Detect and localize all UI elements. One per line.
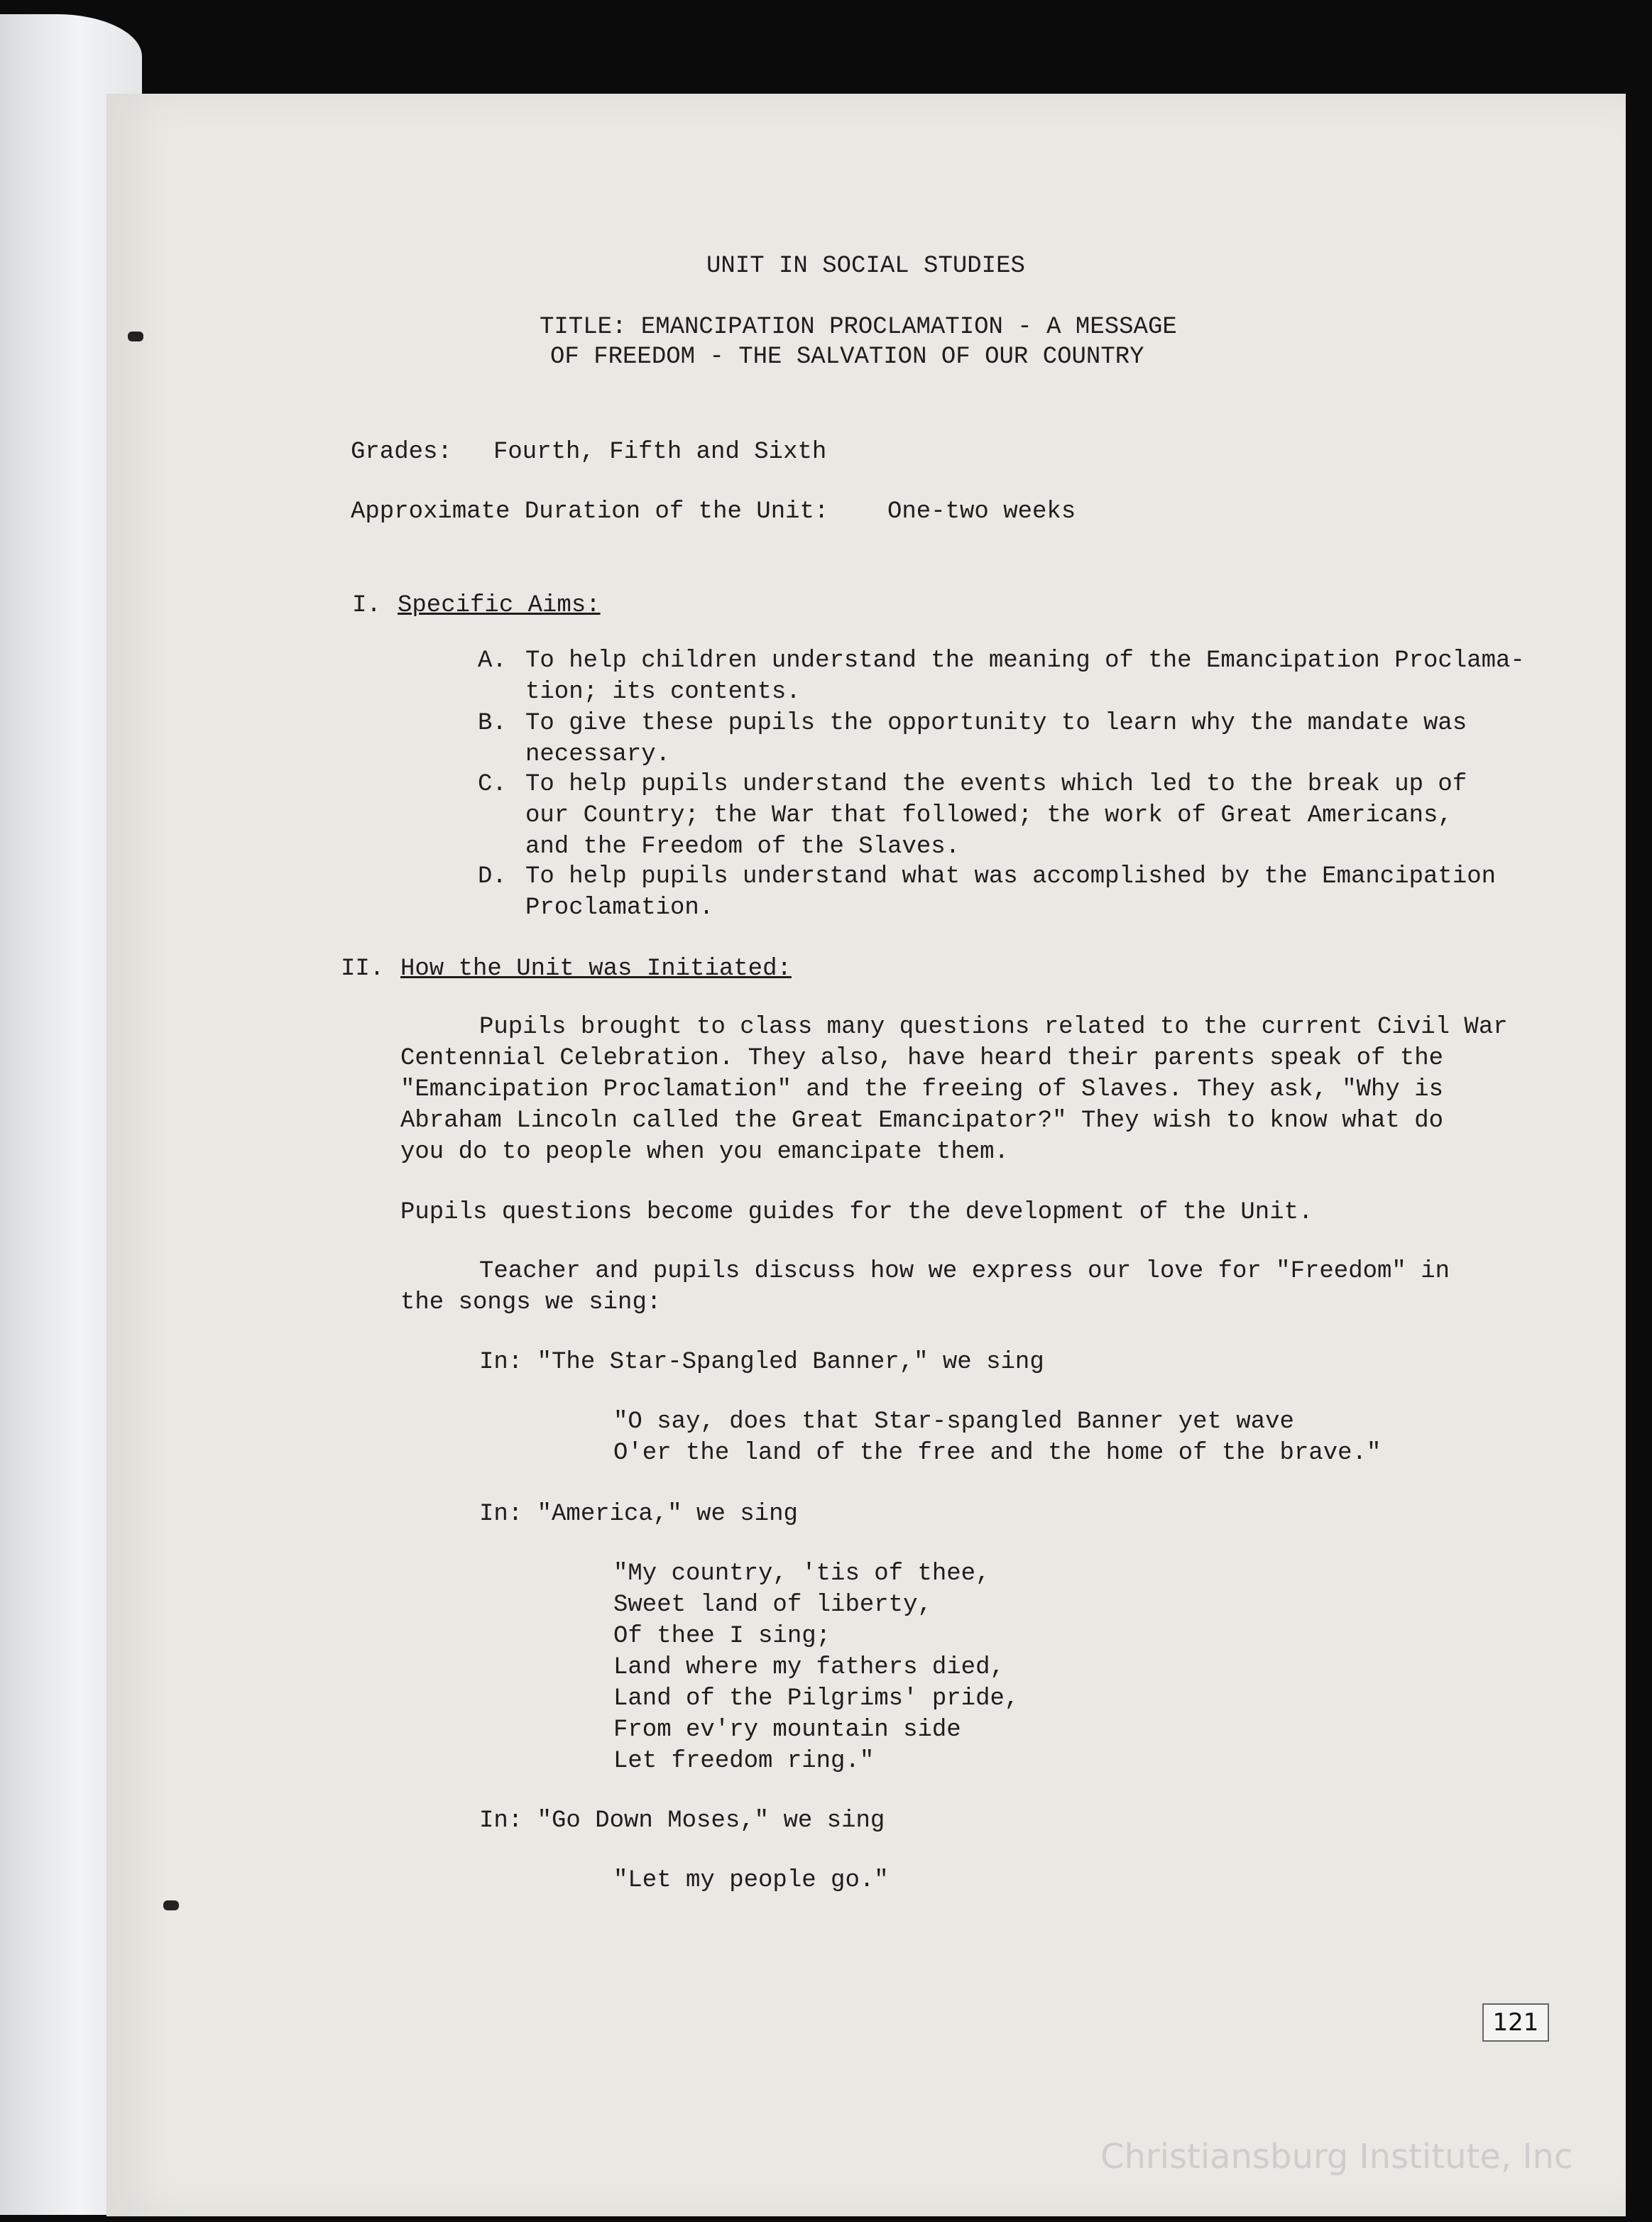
section-2-number: II. bbox=[341, 956, 385, 983]
binding-hole bbox=[163, 1900, 179, 1910]
aim-a-line-2: tion; its contents. bbox=[525, 679, 801, 706]
song-2-lyric: Land of the Pilgrims' pride, bbox=[613, 1685, 1019, 1712]
grades-label: Grades: bbox=[351, 439, 452, 466]
song-3-lyric: "Let my people go." bbox=[613, 1867, 889, 1894]
aim-b-line-2: necessary. bbox=[525, 741, 671, 768]
title-line-1: TITLE: EMANCIPATION PROCLAMATION - A MESSAGE bbox=[540, 314, 1177, 341]
binding-hole bbox=[128, 332, 143, 341]
song-1-lyric: "O say, does that Star-spangled Banner yet wave bbox=[613, 1408, 1294, 1435]
aim-c-line-1: To help pupils understand the events which led to the break up of bbox=[525, 771, 1467, 798]
song-3-intro: In: "Go Down Moses," we sing bbox=[479, 1807, 885, 1834]
para2: Pupils questions become guides for the development of the Unit. bbox=[400, 1199, 1313, 1226]
song-2-lyric: Of thee I sing; bbox=[613, 1623, 831, 1650]
aim-b-line-1: To give these pupils the opportunity to learn why the mandate was bbox=[525, 710, 1467, 737]
song-1-lyric: O'er the land of the free and the home of the brave." bbox=[613, 1440, 1382, 1467]
para3-line-2: the songs we sing: bbox=[400, 1289, 662, 1316]
para1-line-5: you do to people when you emancipate them. bbox=[400, 1139, 1009, 1166]
section-1-heading: Specific Aims: bbox=[398, 592, 601, 619]
watermark: Christiansburg Institute, Inc bbox=[1100, 2137, 1573, 2177]
page-number: 121 bbox=[1482, 2003, 1549, 2042]
grades-value: Fourth, Fifth and Sixth bbox=[493, 439, 827, 466]
aim-c-line-2: our Country; the War that followed; the work of Great Americans, bbox=[525, 802, 1453, 829]
song-2-lyric: Let freedom ring." bbox=[613, 1748, 875, 1775]
section-2-heading: How the Unit was Initiated: bbox=[400, 956, 792, 983]
song-2-intro: In: "America," we sing bbox=[479, 1501, 798, 1528]
unit-heading: UNIT IN SOCIAL STUDIES bbox=[706, 253, 1025, 280]
aim-a-letter: A. bbox=[478, 647, 507, 674]
duration-label: Approximate Duration of the Unit: bbox=[351, 498, 829, 525]
aim-a-line-1: To help children understand the meaning of the Emancipation Proclama- bbox=[525, 647, 1525, 674]
aim-d-letter: D. bbox=[478, 863, 507, 890]
para1-line-4: Abraham Lincoln called the Great Emancipator?" They wish to know what do bbox=[400, 1107, 1444, 1134]
song-1-intro: In: "The Star-Spangled Banner," we sing bbox=[479, 1349, 1044, 1376]
song-2-lyric: Sweet land of liberty, bbox=[613, 1592, 932, 1619]
aim-c-line-3: and the Freedom of the Slaves. bbox=[525, 833, 961, 860]
aim-c-letter: C. bbox=[478, 771, 507, 798]
duration-value: One-two weeks bbox=[887, 498, 1076, 525]
song-2-lyric: From ev'ry mountain side bbox=[613, 1717, 961, 1744]
section-1-number: I. bbox=[352, 592, 381, 619]
para1-line-3: "Emancipation Proclamation" and the freeing of Slaves. They ask, "Why is bbox=[400, 1076, 1444, 1103]
title-line-2: OF FREEDOM - THE SALVATION OF OUR COUNTRY bbox=[550, 344, 1144, 371]
song-2-lyric: Land where my fathers died, bbox=[613, 1654, 1005, 1681]
para1-line-2: Centennial Celebration. They also, have heard their parents speak of the bbox=[400, 1045, 1444, 1072]
document-page bbox=[106, 94, 1626, 2216]
song-2-lyric: "My country, 'tis of thee, bbox=[613, 1560, 990, 1587]
aim-b-letter: B. bbox=[478, 710, 507, 737]
aim-d-line-2: Proclamation. bbox=[525, 894, 714, 921]
para1-line-1: Pupils brought to class many questions related to the current Civil War bbox=[479, 1014, 1508, 1041]
aim-d-line-1: To help pupils understand what was accomplished by the Emancipation bbox=[525, 863, 1497, 890]
para3-line-1: Teacher and pupils discuss how we express our love for "Freedom" in bbox=[479, 1258, 1450, 1285]
